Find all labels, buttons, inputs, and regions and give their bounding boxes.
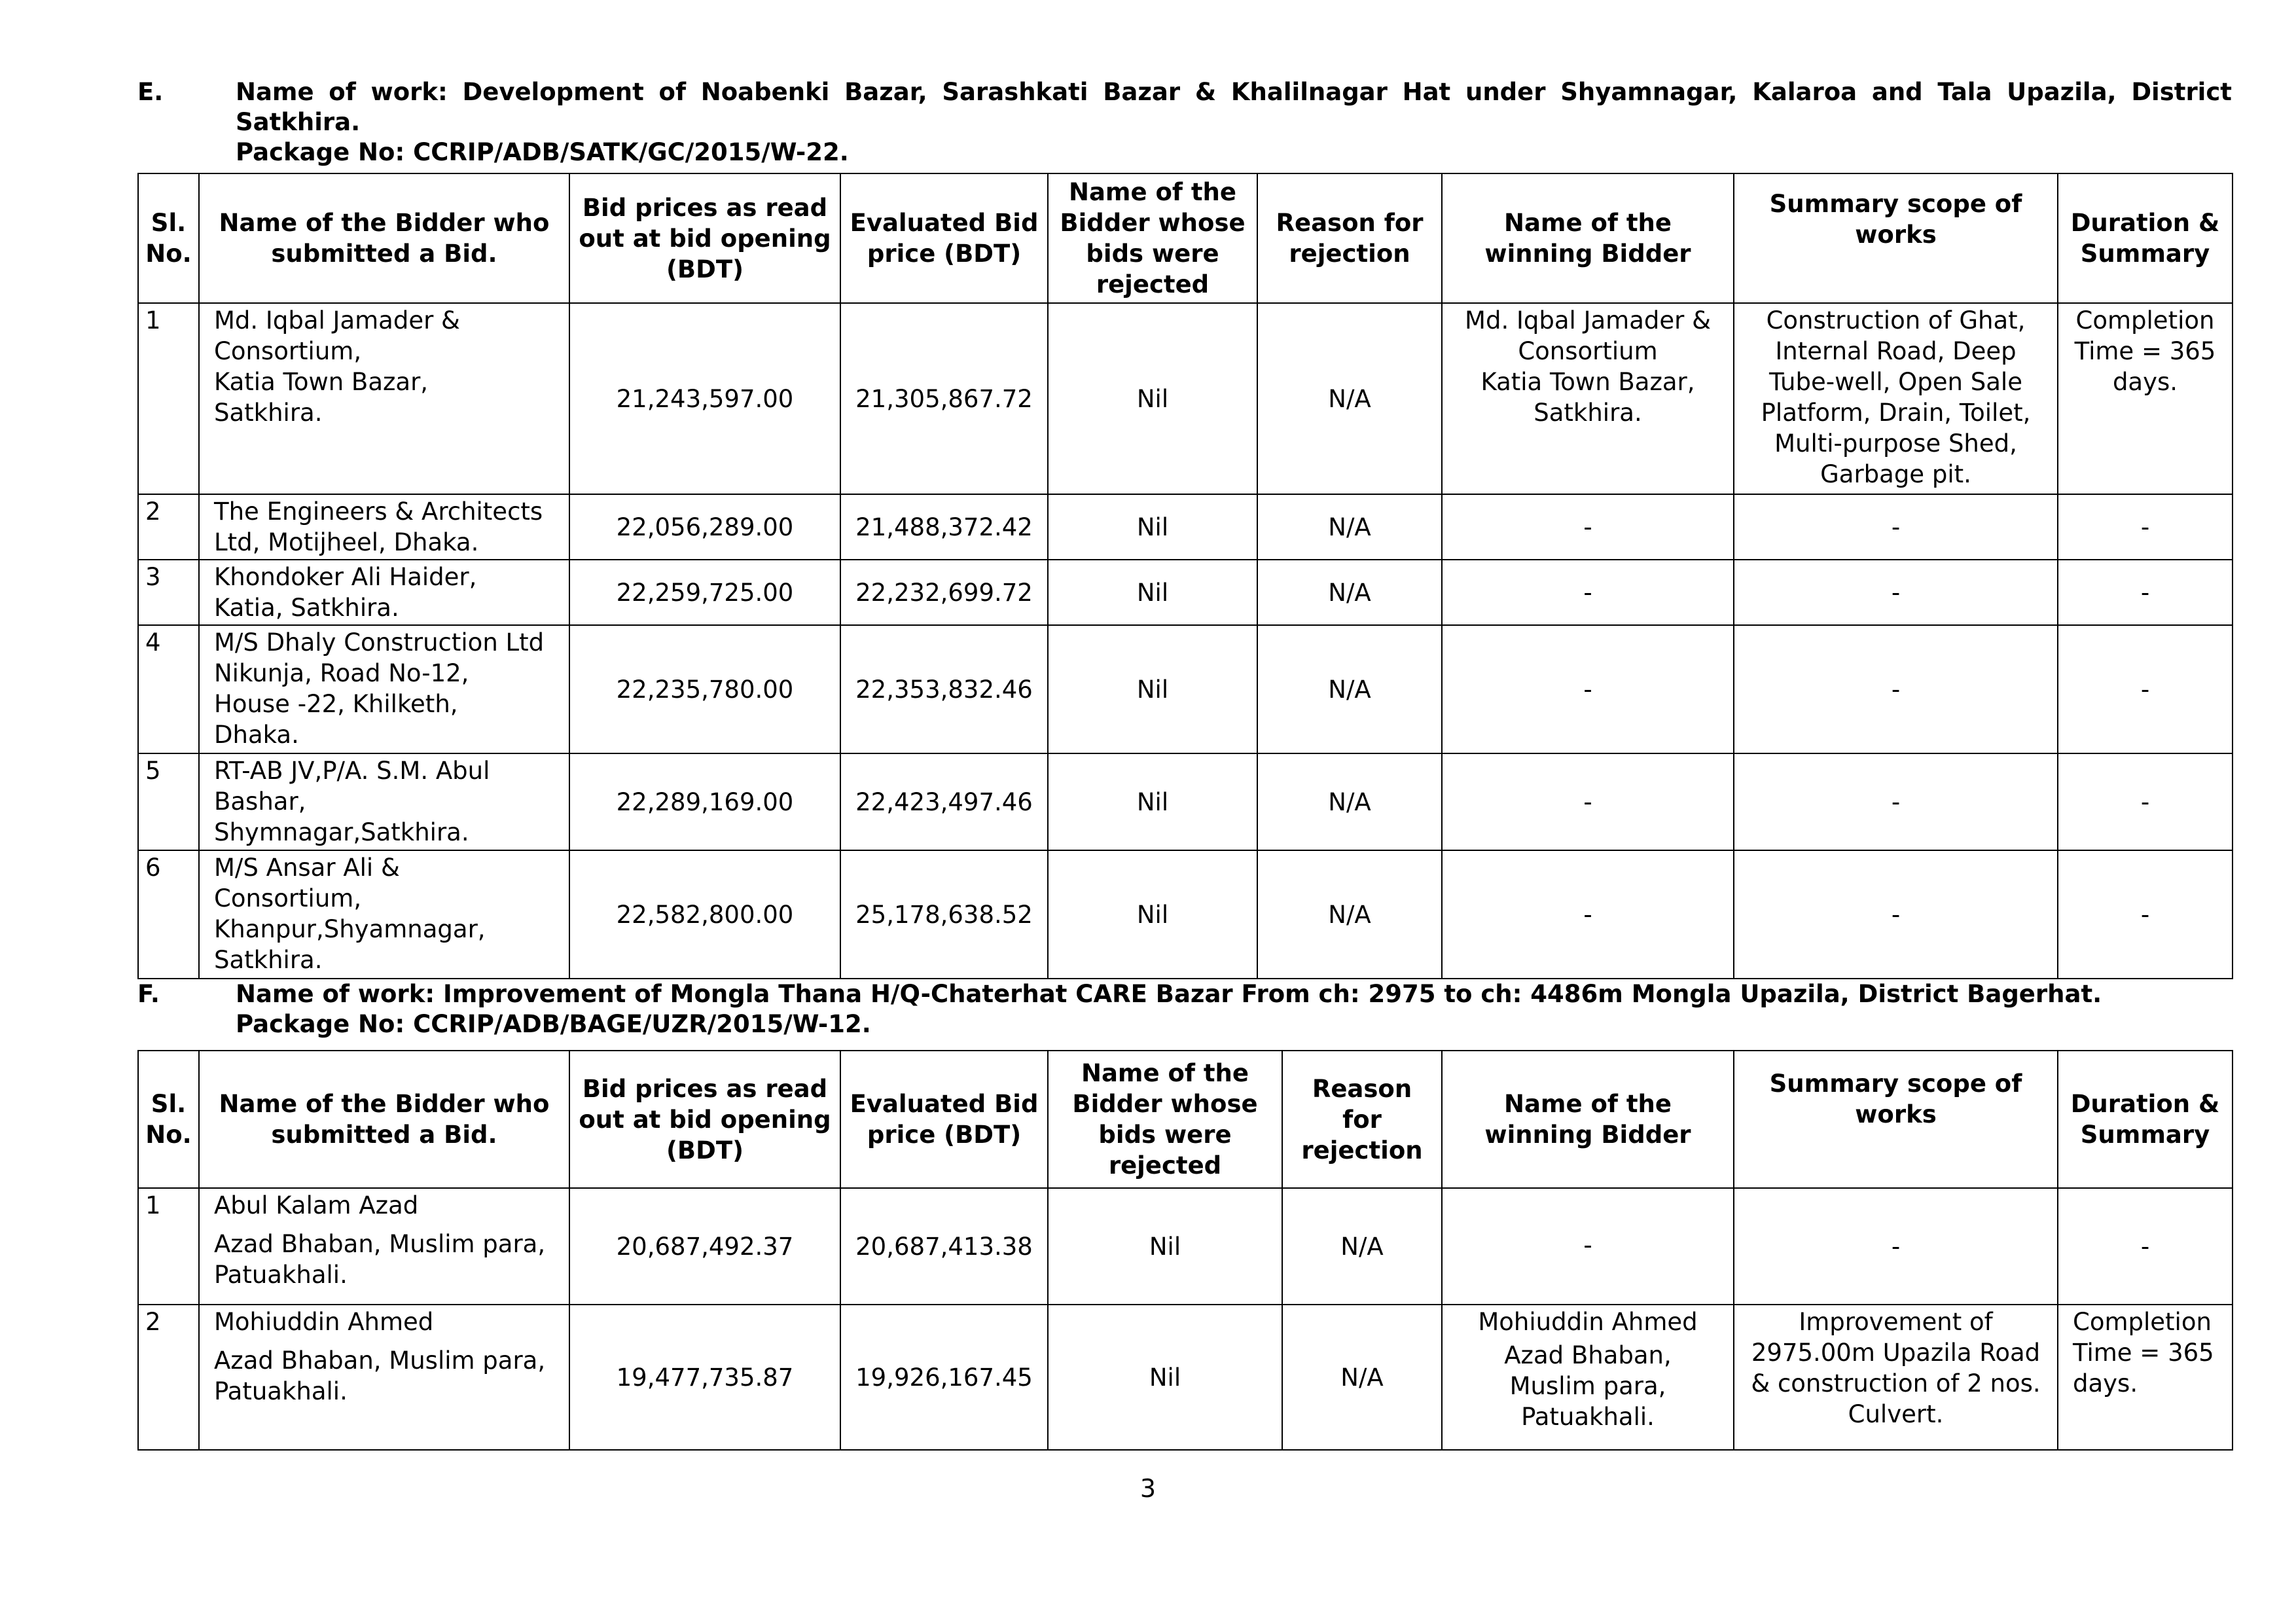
cell-reason: N/A [1257, 753, 1442, 850]
cell-evaluated-price: 22,232,699.72 [840, 560, 1048, 625]
cell-scope: - [1734, 753, 2058, 850]
page-number: 3 [1139, 1474, 1157, 1503]
cell-bid-price: 22,289,169.00 [569, 753, 840, 850]
cell-bidder: Md. Iqbal Jamader & Consortium, Katia Town Bazar, Satkhira. [199, 303, 569, 494]
winner-name: Mohiuddin Ahmed [1478, 1308, 1698, 1336]
cell-sl-no: 1 [138, 1188, 199, 1305]
cell-scope: - [1734, 625, 2058, 753]
header-bid-price: Bid prices as read out at bid opening (BDT) [569, 1051, 840, 1188]
table-row [138, 1188, 2233, 1305]
cell-evaluated-price: 20,687,413.38 [840, 1188, 1048, 1305]
cell-reason: N/A [1282, 1188, 1442, 1305]
bidder-address: Azad Bhaban, Muslim para, Patuakhali. [214, 1346, 546, 1405]
cell-rejected: Nil [1048, 303, 1257, 494]
header-duration: Duration & Summary [2058, 1051, 2233, 1188]
table-row [138, 303, 2233, 494]
section-e-package-number: Package No: CCRIP/ADB/SATK/GC/2015/W-22. [236, 138, 849, 166]
cell-bid-price: 20,687,492.37 [569, 1188, 840, 1305]
cell-bid-price: 22,056,289.00 [569, 494, 840, 560]
cell-rejected: Nil [1048, 494, 1257, 560]
cell-winner [1442, 1305, 1734, 1450]
section-e-letter: E. [137, 78, 164, 106]
cell-sl-no: 6 [138, 850, 199, 979]
header-bidder-name: Name of the Bidder who submitted a Bid. [199, 1051, 569, 1188]
header-bid-price: Bid prices as read out at bid opening (BDT) [569, 173, 840, 303]
header-scope: Summary scope of works [1734, 1051, 2058, 1188]
cell-scope: - [1734, 494, 2058, 560]
cell-winner: - [1442, 560, 1734, 625]
cell-sl-no: 5 [138, 753, 199, 850]
cell-reason: N/A [1257, 560, 1442, 625]
cell-bid-price: 21,243,597.00 [569, 303, 840, 494]
section-e-heading [137, 77, 2232, 168]
header-rejection-reason: Reason for rejection [1282, 1051, 1442, 1188]
cell-sl-no: 2 [138, 494, 199, 560]
header-rejection-reason: Reason for rejection [1257, 173, 1442, 303]
cell-sl-no: 2 [138, 1305, 199, 1450]
section-f-bid-table [137, 1050, 2233, 1451]
cell-evaluated-price: 19,926,167.45 [840, 1305, 1048, 1450]
bidder-address: Azad Bhaban, Muslim para, Patuakhali. [214, 1230, 546, 1289]
cell-duration: - [2058, 850, 2233, 979]
cell-bidder: RT-AB JV,P/A. S.M. Abul Bashar, Shymnagar,Satkhira. [199, 753, 569, 850]
cell-reason: N/A [1257, 494, 1442, 560]
header-winning-bidder: Name of the winning Bidder [1442, 1051, 1734, 1188]
cell-bid-price: 19,477,735.87 [569, 1305, 840, 1450]
cell-duration: - [2058, 560, 2233, 625]
section-f-work-title: Name of work: Improvement of Mongla Thana H/Q-Chaterhat CARE Bazar From ch: 2975 to ch: 4486m Mongla Upazila, District Bagerhat. [236, 980, 2102, 1008]
header-scope: Summary scope of works [1734, 173, 2058, 303]
cell-scope: - [1734, 850, 2058, 979]
section-e-work-title: Name of work: Development of Noabenki Bazar, Sarashkati Bazar & Khalilnagar Hat under Shyamnagar, Kalaroa and Tala Upazila, District Satkhira. [236, 78, 2232, 136]
cell-scope: Construction of Ghat, Internal Road, Deep Tube-well, Open Sale Platform, Drain, Toilet, Multi-purpose Shed, Garbage pit. [1734, 303, 2058, 494]
cell-winner: Md. Iqbal Jamader & Consortium Katia Town Bazar, Satkhira. [1442, 303, 1734, 494]
cell-rejected: Nil [1048, 560, 1257, 625]
cell-duration: - [2058, 494, 2233, 560]
cell-reason: N/A [1257, 850, 1442, 979]
section-f [137, 979, 2232, 1451]
cell-sl-no: 1 [138, 303, 199, 494]
cell-scope: - [1734, 1188, 2058, 1305]
cell-scope: - [1734, 560, 2058, 625]
cell-bid-price: 22,235,780.00 [569, 625, 840, 753]
cell-winner: - [1442, 753, 1734, 850]
header-rejected-bidder: Name of the Bidder whose bids were rejected [1048, 1051, 1282, 1188]
cell-bidder: M/S Ansar Ali & Consortium, Khanpur,Shyamnagar, Satkhira. [199, 850, 569, 979]
table-row [138, 494, 2233, 560]
cell-duration: Completion Time = 365 days. [2058, 1305, 2233, 1450]
section-f-package-number: Package No: CCRIP/ADB/BAGE/UZR/2015/W-12. [236, 1010, 871, 1038]
header-duration: Duration & Summary [2058, 173, 2233, 303]
table-row [138, 560, 2233, 625]
cell-winner: - [1442, 494, 1734, 560]
cell-reason: N/A [1257, 303, 1442, 494]
cell-bidder [199, 1188, 569, 1305]
cell-sl-no: 3 [138, 560, 199, 625]
cell-winner [1442, 1188, 1734, 1305]
table-header-row [138, 173, 2233, 303]
cell-duration: - [2058, 753, 2233, 850]
header-bidder-name: Name of the Bidder who submitted a Bid. [199, 173, 569, 303]
cell-reason: N/A [1257, 625, 1442, 753]
cell-reason: N/A [1282, 1305, 1442, 1450]
header-rejected-bidder: Name of the Bidder whose bids were rejected [1048, 173, 1257, 303]
cell-bidder: M/S Dhaly Construction Ltd Nikunja, Road No-12, House -22, Khilketh, Dhaka. [199, 625, 569, 753]
cell-evaluated-price: 22,353,832.46 [840, 625, 1048, 753]
cell-evaluated-price: 21,488,372.42 [840, 494, 1048, 560]
cell-evaluated-price: 22,423,497.46 [840, 753, 1048, 850]
cell-rejected: Nil [1048, 625, 1257, 753]
table-row [138, 1305, 2233, 1450]
winner-name: - [1583, 1231, 1592, 1259]
cell-winner: - [1442, 850, 1734, 979]
cell-duration: - [2058, 625, 2233, 753]
header-sl-no: Sl. No. [138, 1051, 199, 1188]
cell-bidder: The Engineers & Architects Ltd, Motijheel, Dhaka. [199, 494, 569, 560]
cell-bidder [199, 1305, 569, 1450]
cell-sl-no: 4 [138, 625, 199, 753]
cell-bid-price: 22,259,725.00 [569, 560, 840, 625]
cell-bidder: Khondoker Ali Haider, Katia, Satkhira. [199, 560, 569, 625]
cell-rejected: Nil [1048, 753, 1257, 850]
winner-address: Azad Bhaban, Muslim para, Patuakhali. [1504, 1341, 1672, 1431]
bidder-name: Mohiuddin Ahmed [214, 1308, 434, 1336]
cell-scope: Improvement of 2975.00m Upazila Road & construction of 2 nos. Culvert. [1734, 1305, 2058, 1450]
header-winning-bidder: Name of the winning Bidder [1442, 173, 1734, 303]
cell-winner: - [1442, 625, 1734, 753]
cell-rejected: Nil [1048, 1305, 1282, 1450]
cell-evaluated-price: 21,305,867.72 [840, 303, 1048, 494]
header-evaluated-price: Evaluated Bid price (BDT) [840, 173, 1048, 303]
table-row [138, 753, 2233, 850]
cell-rejected: Nil [1048, 850, 1257, 979]
section-f-heading [137, 979, 2232, 1039]
cell-evaluated-price: 25,178,638.52 [840, 850, 1048, 979]
section-f-letter: F. [137, 980, 160, 1008]
section-e-bid-table [137, 173, 2233, 979]
cell-bid-price: 22,582,800.00 [569, 850, 840, 979]
table-header-row [138, 1051, 2233, 1188]
header-evaluated-price: Evaluated Bid price (BDT) [840, 1051, 1048, 1188]
table-row [138, 850, 2233, 979]
bidder-name: Abul Kalam Azad [214, 1191, 419, 1219]
cell-duration: Completion Time = 365 days. [2058, 303, 2233, 494]
cell-rejected: Nil [1048, 1188, 1282, 1305]
header-sl-no: Sl. No. [138, 173, 199, 303]
section-e [137, 77, 2232, 979]
table-row [138, 625, 2233, 753]
cell-duration: - [2058, 1188, 2233, 1305]
